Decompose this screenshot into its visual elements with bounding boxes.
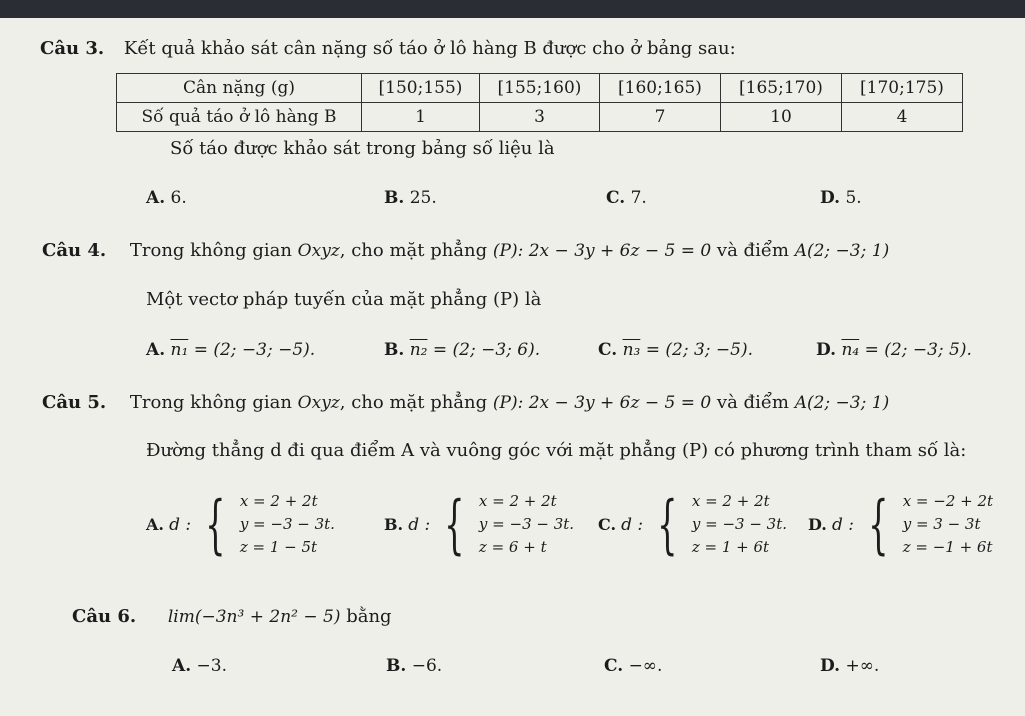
option-label: D. bbox=[808, 515, 827, 534]
q6-option-c bbox=[604, 656, 662, 676]
equation-system bbox=[903, 490, 993, 559]
q4-statement bbox=[42, 240, 889, 261]
q3-text: Kết quả khảo sát cân nặng số táo ở lô hàng B được cho ở bảng sau: bbox=[123, 38, 736, 59]
q5-option-d bbox=[808, 487, 994, 562]
option-text: −3. bbox=[196, 656, 227, 676]
option-label: C. bbox=[598, 340, 618, 360]
q4-text2: , cho mặt phẳng bbox=[339, 240, 488, 261]
q3-statement bbox=[40, 38, 736, 59]
line-name: d : bbox=[408, 514, 431, 535]
q5-label: Câu 5. bbox=[42, 392, 107, 413]
q4-option-d bbox=[816, 340, 972, 360]
table-row bbox=[117, 103, 963, 132]
table-cell: 3 bbox=[480, 103, 600, 132]
equation: x = 2 + 2t bbox=[478, 492, 557, 510]
option-text: 5. bbox=[845, 188, 862, 208]
q4-plane: (P): 2x − 3y + 6z − 5 = 0 bbox=[492, 241, 712, 261]
q5-question: Đường thẳng d đi qua điểm A và vuông góc với mặt phẳng (P) có phương trình tham số là: bbox=[146, 440, 967, 461]
q4-option-b bbox=[384, 340, 540, 360]
brace-icon: { bbox=[657, 487, 678, 562]
table-cell: [160;165) bbox=[600, 74, 721, 103]
option-label: D. bbox=[820, 188, 841, 208]
table-cell: [170;175) bbox=[842, 74, 963, 103]
q3-option-a bbox=[146, 188, 187, 208]
equation-system bbox=[240, 490, 335, 559]
q5-text2: , cho mặt phẳng bbox=[339, 392, 488, 413]
q4-question: Một vectơ pháp tuyến của mặt phẳng (P) là bbox=[146, 289, 542, 310]
option-text: 7. bbox=[630, 188, 647, 208]
q4-space: Oxyz bbox=[297, 241, 340, 261]
q5-option-b bbox=[384, 487, 575, 562]
option-label: B. bbox=[384, 340, 405, 360]
table-cell: 10 bbox=[721, 103, 842, 132]
table-cell: 4 bbox=[842, 103, 963, 132]
vector-symbol: n₂ bbox=[409, 340, 428, 360]
q5-space: Oxyz bbox=[297, 393, 340, 413]
option-label: A. bbox=[146, 340, 166, 360]
option-text: 6. bbox=[170, 188, 187, 208]
equation: y = −3 − 3t. bbox=[478, 515, 575, 533]
q5-option-c bbox=[598, 487, 787, 562]
table-cell: Số quả táo ở lô hàng B bbox=[117, 103, 362, 132]
q3-option-c bbox=[606, 188, 647, 208]
option-text: +∞. bbox=[845, 656, 880, 676]
line-name: d : bbox=[831, 514, 854, 535]
equation-system bbox=[479, 490, 574, 559]
q4-label: Câu 4. bbox=[42, 240, 107, 261]
option-label: C. bbox=[598, 515, 617, 534]
q6-option-a bbox=[172, 656, 227, 676]
vector-symbol: n₁ bbox=[170, 340, 189, 360]
option-label: D. bbox=[816, 340, 837, 360]
q3-label: Câu 3. bbox=[40, 38, 105, 59]
table-cell: 1 bbox=[362, 103, 480, 132]
q6-option-d bbox=[820, 656, 879, 676]
option-label: C. bbox=[604, 656, 624, 676]
equation: z = 1 + 6t bbox=[691, 538, 770, 556]
q5-option-a bbox=[146, 487, 335, 562]
option-label: B. bbox=[384, 188, 405, 208]
equation: x = 2 + 2t bbox=[691, 492, 770, 510]
q6-label: Câu 6. bbox=[72, 606, 137, 627]
q6-statement bbox=[72, 606, 392, 627]
equation: y = −3 − 3t. bbox=[239, 515, 335, 533]
option-label: D. bbox=[820, 656, 841, 676]
table-cell: [155;160) bbox=[480, 74, 600, 103]
equation: z = 1 − 5t bbox=[239, 538, 318, 556]
option-text: 25. bbox=[409, 188, 437, 208]
line-name: d : bbox=[169, 514, 192, 535]
top-dark-bar bbox=[0, 0, 1025, 18]
equation: z = −1 + 6t bbox=[902, 538, 993, 556]
brace-icon: { bbox=[444, 487, 465, 562]
option-text: −∞. bbox=[628, 656, 663, 676]
q3-option-b bbox=[384, 188, 437, 208]
equation: z = 6 + t bbox=[478, 538, 547, 556]
q5-plane: (P): 2x − 3y + 6z − 5 = 0 bbox=[492, 393, 712, 413]
vector-symbol: n₄ bbox=[841, 340, 860, 360]
option-label: B. bbox=[384, 515, 404, 534]
table-header-row bbox=[117, 74, 963, 103]
option-label: A. bbox=[172, 656, 192, 676]
q3-question: Số táo được khảo sát trong bảng số liệu là bbox=[170, 138, 555, 159]
q4-option-a bbox=[146, 340, 315, 360]
q5-text3: và điểm bbox=[716, 392, 789, 413]
option-text: = (2; −3; 6). bbox=[432, 340, 541, 360]
option-text: = (2; 3; −5). bbox=[645, 340, 754, 360]
table-cell: [165;170) bbox=[721, 74, 842, 103]
q6-expression: lim(−3n³ + 2n² − 5) bbox=[167, 607, 341, 627]
q5-point: A(2; −3; 1) bbox=[794, 393, 890, 413]
table-cell: [150;155) bbox=[362, 74, 480, 103]
vector-symbol: n₃ bbox=[622, 340, 641, 360]
option-label: B. bbox=[386, 656, 407, 676]
option-text: −6. bbox=[411, 656, 443, 676]
brace-icon: { bbox=[205, 487, 226, 562]
q4-option-c bbox=[598, 340, 753, 360]
line-name: d : bbox=[621, 514, 644, 535]
option-text: = (2; −3; 5). bbox=[864, 340, 972, 360]
q6-text: bằng bbox=[346, 606, 392, 627]
q3-table bbox=[116, 73, 963, 132]
q4-point: A(2; −3; 1) bbox=[794, 241, 890, 261]
q3-option-d bbox=[820, 188, 862, 208]
equation-system bbox=[692, 490, 787, 559]
brace-icon: { bbox=[868, 487, 889, 562]
equation: x = −2 + 2t bbox=[902, 492, 994, 510]
q4-text3: và điểm bbox=[716, 240, 789, 261]
equation: y = 3 − 3t bbox=[902, 515, 981, 533]
q4-text1: Trong không gian bbox=[129, 240, 292, 261]
equation: y = −3 − 3t. bbox=[691, 515, 787, 533]
equation: x = 2 + 2t bbox=[239, 492, 318, 510]
option-label: A. bbox=[146, 515, 164, 534]
table-cell: Cân nặng (g) bbox=[117, 74, 362, 103]
q5-statement bbox=[42, 392, 889, 413]
option-label: C. bbox=[606, 188, 626, 208]
option-label: A. bbox=[146, 188, 166, 208]
q6-option-b bbox=[386, 656, 442, 676]
table-cell: 7 bbox=[600, 103, 721, 132]
option-text: = (2; −3; −5). bbox=[193, 340, 316, 360]
q5-text1: Trong không gian bbox=[129, 392, 292, 413]
